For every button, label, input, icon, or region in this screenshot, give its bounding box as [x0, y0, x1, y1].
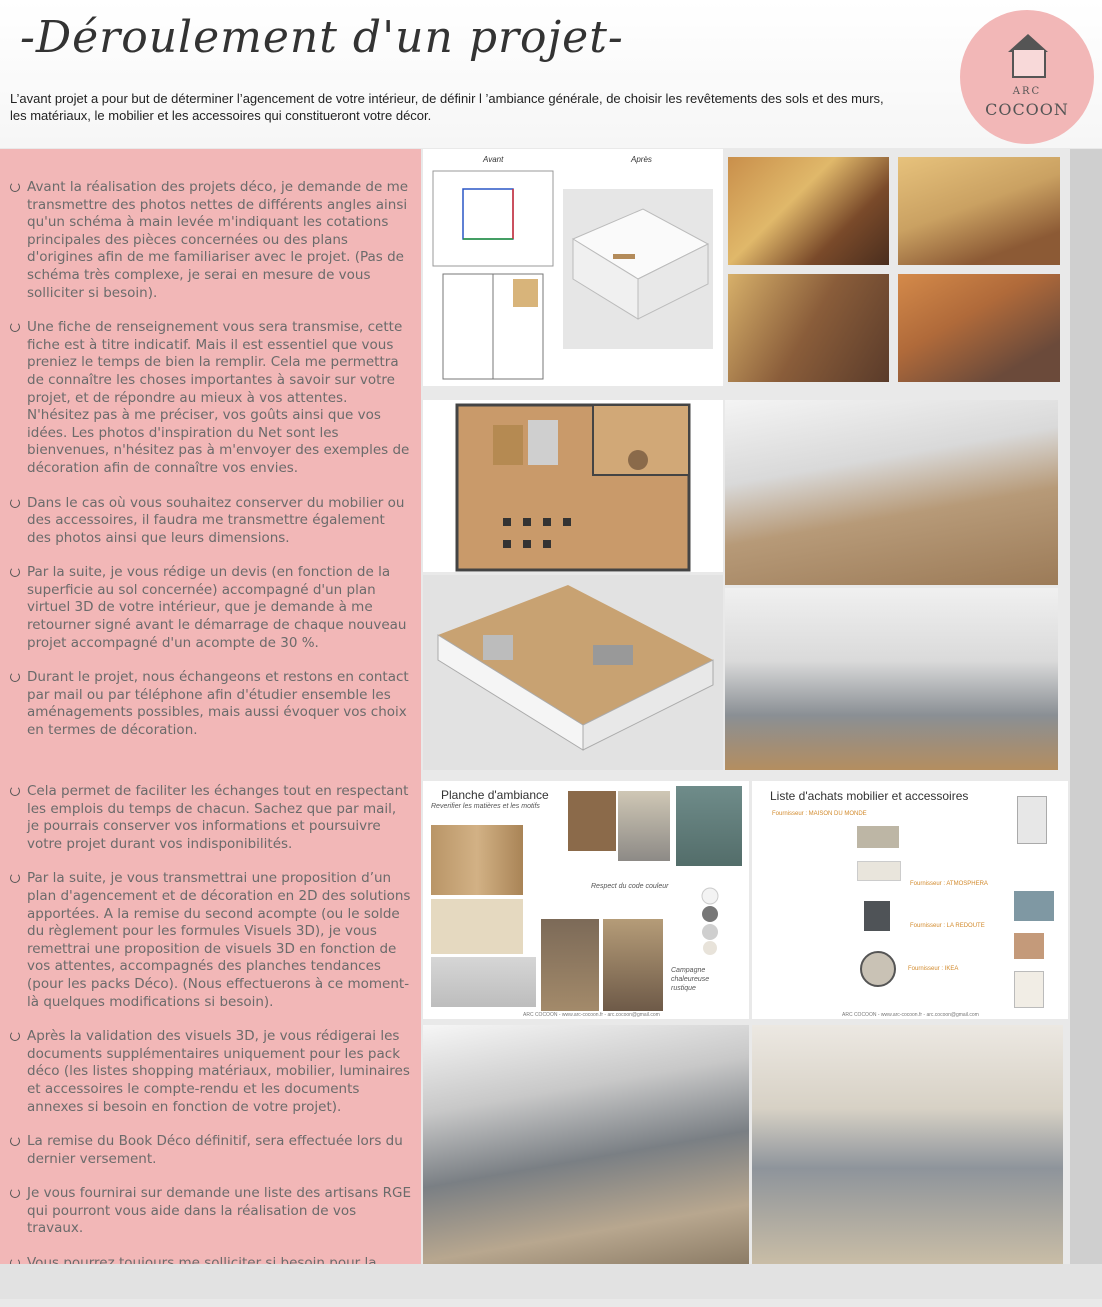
existing-photo-3 [728, 274, 889, 382]
shopping-footer: ARC COCOON - www.arc-cocoon.fr - arc.cocoon@gmail.com [842, 1012, 979, 1018]
moodboard-footer: ARC COCOON - www.arc-cocoon.fr - arc.cocoon@gmail.com [523, 1012, 660, 1018]
interior-photo-2 [603, 919, 663, 1011]
supplier-2: Fournisseur : ATMOSPHERA [910, 881, 988, 887]
plan-panel [423, 149, 723, 386]
steps-list-1 [10, 179, 412, 757]
bullet-icon [10, 182, 20, 192]
moodboard-title: Planche d'ambiance [441, 788, 549, 802]
moodboard-panel [423, 781, 749, 1019]
door-photo [676, 786, 742, 866]
step-text: Une fiche de renseignement vous sera transmise, cette fiche est à titre indicatif. Mais il est essentiel que vous preniez le temps de bien la remplir. Cela me permettra de connaître les choses importantes à savoir sur votre projet, et de répondre au mieux à vos attentes. N'hésitez pas à me préciser, vos goûts ainsi que vos idées. Les photos d'inspiration du Net sont les bienvenues, n'hésitez pas à m'envoyer des exemples de décoration afin de connaître vos envies. [27, 319, 410, 476]
step-text: Cela permet de faciliter les échanges tout en respectant les emplois du temps de chacun. Sachez que par mail, je pourrais conserver vos informations et poursuivre votre projet durant vos indisponibilités. [27, 783, 409, 852]
table-item [857, 861, 901, 881]
step-item [10, 1185, 412, 1238]
stone-texture [431, 899, 523, 954]
plan-after-label: Après [631, 155, 652, 164]
bullet-icon [10, 322, 20, 332]
final-kitchen-photo [752, 1025, 1063, 1264]
step-text: Dans le cas où vous souhaitez conserver du mobilier ou des accessoires, il faudra me transmettre également des photos ainsi que leurs dimensions. [27, 494, 405, 546]
cabinet-item [1017, 796, 1047, 844]
steps-list-2 [10, 783, 412, 1307]
interior-photo-1 [541, 919, 599, 1011]
step-item [10, 870, 412, 1011]
armchair-item [864, 901, 890, 931]
step-item [10, 495, 412, 548]
step-text: Par la suite, je vous rédige un devis (en fonction de la superficie au sol concernée) accompagné d'un plan virtuel 3D de votre intérieur, que je demande à me retourner signé avant le démarrage de chaque nouveau projet accompagné d'un acompte de 30 %. [27, 564, 407, 651]
shelf-item [1014, 971, 1044, 1008]
bullet-icon [10, 498, 20, 508]
console-item [1014, 891, 1054, 921]
step-item [10, 1028, 412, 1116]
palette-label: Respect du code couleur [591, 883, 669, 890]
logo-text-bottom: COCOON [985, 100, 1069, 119]
supplier-1: Fournisseur : MAISON DU MONDE [772, 811, 867, 817]
render-3d-overview [423, 575, 723, 770]
bullet-icon [10, 1031, 20, 1041]
wood-texture [431, 825, 523, 895]
bullet-icon [10, 873, 20, 883]
shelf-photo [618, 791, 670, 861]
step-text: Après la validation des visuels 3D, je vous rédigerai les documents supplémentaires uniquement pour les pack déco (les listes shopping matériaux, mobilier, luminaires et accessoires le compte-rendu et les documents annexes si besoin en fonction de votre projet). [27, 1028, 410, 1115]
floor-plan-sketch [423, 149, 723, 386]
existing-photo-2 [898, 157, 1060, 265]
existing-photo-1 [728, 157, 889, 265]
bullet-icon [10, 1136, 20, 1146]
color-palette [695, 886, 725, 956]
supplier-3: Fournisseur : LA REDOUTE [910, 923, 985, 929]
sofa-photo [431, 957, 536, 1007]
step-item [10, 179, 412, 302]
existing-photo-4 [898, 274, 1060, 382]
render-living-room [725, 400, 1058, 585]
step-text: Durant le projet, nous échangeons et restons en contact par mail ou par téléphone afin d'étudier ensemble les aménagements possibles, mais aussi évoquer vos choix en termes de décoration. [27, 669, 409, 739]
bullet-icon [10, 567, 20, 577]
clock-item [860, 951, 896, 987]
step-item [10, 783, 412, 853]
shopping-list-panel [752, 781, 1068, 1019]
rug-item [1014, 933, 1044, 959]
step-text: Par la suite, je vous transmettrai une proposition d’un plan d'agencement et de décoration en 2D des solutions apportées. A la remise du second acompte (ou le solde du règlement pour les formules Visuels 3D), je vous remettrai une proposition de visuels 3D en fonction de vos attentes, accompagnés des planches tendances (pour les packs Déco). (Nous effectuerons à ce moment-là quelques modifications si besoin). [27, 870, 411, 1010]
step-item [10, 1133, 412, 1168]
step-text: Avant la réalisation des projets déco, je demande de me transmettre des photos nettes de différents angles ainsi qu'un schéma à main levée m'indiquant les cotations principales des pièces concernées ou des plans d'origines afin de me familiariser avec le projet. (Pas de schéma très complexe, je serai en mesure de vous solliciter si besoin). [27, 179, 409, 301]
step-text: La remise du Book Déco définitif, sera effectuée lors du dernier versement. [27, 1133, 403, 1167]
chair-photo [568, 791, 616, 851]
moodboard-subtitle: Reverifier les matières et les motifs [431, 803, 540, 810]
page-title: -Déroulement d'un projet- [20, 12, 624, 63]
intro-text: L’avant projet a pour but de déterminer l’agencement de votre intérieur, de définir l ’ambiance générale, de choisir les revêtements des sols et des murs, les matériaux, le mobilier et les accessoires qui constitueront votre décor. [10, 91, 884, 123]
step-text: Je vous fournirai sur demande une liste des artisans RGE qui pourront vous aide dans la réalisation de vos travaux. [27, 1185, 411, 1237]
sofa-item [857, 826, 899, 848]
final-living-photo [423, 1025, 749, 1264]
step-item [10, 319, 412, 477]
shopping-title: Liste d'achats mobilier et accessoires [770, 789, 969, 803]
bullet-icon [10, 672, 20, 682]
step-item [10, 669, 412, 739]
plan-before-label: Avant [483, 155, 504, 164]
bullet-icon [10, 786, 20, 796]
bullet-icon [10, 1188, 20, 1198]
page-header [0, 0, 1102, 148]
logo-text-top: ARC [1012, 86, 1042, 97]
step-item [10, 564, 412, 652]
moodboard-caption: Campagne chaleureuse rustique [671, 967, 710, 992]
house-icon [1012, 50, 1046, 78]
plan-2d-panel [423, 400, 723, 572]
supplier-4: Fournisseur : IKEA [908, 966, 959, 972]
bottom-bar [0, 1264, 1102, 1299]
right-strip [1070, 149, 1102, 1264]
arc-cocoon-logo [960, 10, 1094, 144]
render-kitchen [725, 588, 1058, 770]
